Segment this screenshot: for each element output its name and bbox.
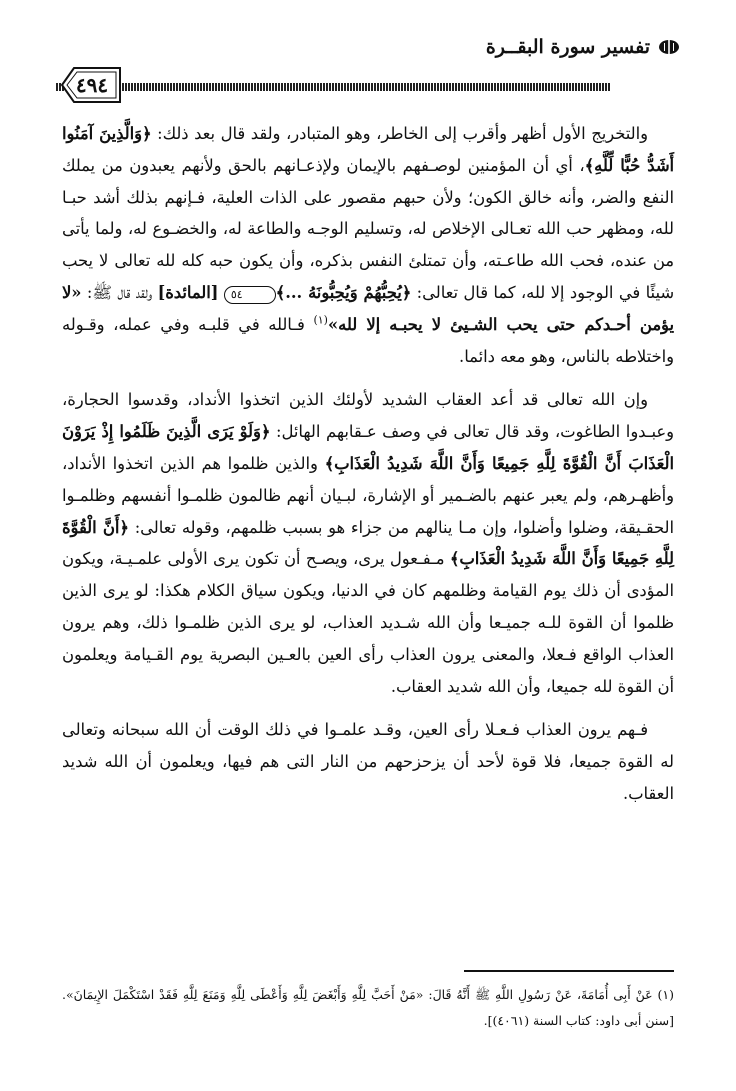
footnote: (١) عَنْ أَبِى أُمَامَةَ، عَنْ رَسُولِ اللَّهِ ﷺ أَنَّهُ قَالَ: «مَنْ أَحَبَّ لِلَّهِ وَأَبْغَضَ لِلَّهِ وَأَعْطَى لِلَّهِ وَمَنَعَ لِلَّهِ فَقَدْ اسْتَكْمَلَ الإِيمَانَ». [سنن أبى داود: كتاب السنة (٤٠٦١)]. [62, 987, 674, 1028]
text-run: فـالله في قلبـه وفي عمله، وقـوله واختلاطه بالناس، وهو معه دائما. [62, 314, 674, 366]
hadith-quote: «لا يؤمن أحـدكم حتى يحب الشـيئ لا يحبـه إلا لله» [62, 282, 674, 334]
text-run: وإن الله تعالى قد أعد العقاب الشديد لأولئك الذين اتخذوا الأنداد، وقدسوا الحجارة، وعبـدوا الطاغوت، وقد قال تعالى في وصف عـقابهم الهائل: [62, 390, 674, 442]
header-title: تفسير سورة البقــرة [485, 36, 650, 58]
text-run: والتخريج الأول أظهر وأقرب إلى الخاطر، وهو المتبادر، ولقد قال بعد ذلك: [151, 124, 648, 143]
text-run: مـفـعول يرى، ويصـح أن تكون يرى الأولى علمـيـة، ويكون المؤدى أن ذلك يوم القيامة وظلمهم كان في الدنيا، ويكون سياق الكلام هكذا: لو يرى الذين ظلموا أن القوة للـه جميـعا وأن الله شـديد العذاب، لو يرى الذين ظلمـوا ذلك، وهم يرون العذاب الواقع فـعلا، والمعنى يرون العذاب رأى العين بالعـين البصرية يوم القـيامة ويعلمون أن القوة لله جميعا، وأن الله شديد العقاب. [62, 549, 674, 696]
header-rule [56, 83, 610, 91]
surah-reference: [المائدة] [157, 282, 219, 302]
text-run: والذين ظلموا هم الذين اتخذوا الأنداد، وأظهـرهم، ولم يعبر عنهم بالضـمير أو الإشارة، لبـيان أنهم ظالمون ظلمـوا أنفسهم وظلمـوا الحقـيقة، وضلوا وأضلوا، وإن مـا ينالهم من جزاء هو بسبب ظلمهم، وقوله تعالى: [62, 453, 674, 537]
page-header [56, 30, 680, 100]
quran-verse: ﴿وَالَّذِينَ آمَنُوا أَشَدُّ حُبًّا لِّلَّهِ﴾ [62, 124, 674, 175]
quran-verse: ﴿أَنَّ الْقُوَّةَ لِلَّهِ جَمِيعًا وَأَنَّ اللَّهَ شَدِيدُ الْعَذَابِ﴾ [62, 517, 674, 569]
body-text [62, 118, 674, 810]
running-header [486, 36, 680, 58]
text-run: ولقد قال ﷺ: [81, 282, 158, 302]
quran-verse: ﴿وَلَوْ يَرَى الَّذِينَ ظَلَمُوا إِذْ يَرَوْنَ الْعَذَابَ أَنَّ الْقُوَّةَ لِلَّهِ جَمِيعًا وَأَنَّ اللَّهَ شَدِيدُ الْعَذَابِ﴾ [62, 422, 674, 473]
page-number: ٤٩٤ [75, 73, 109, 97]
paragraph [62, 118, 674, 372]
paragraph [62, 714, 674, 809]
footnote-rule [464, 970, 674, 972]
verse-number-marker: ٥٤ [224, 286, 276, 304]
footnote-marker: (١) [313, 313, 328, 327]
paragraph [62, 384, 674, 702]
text-run: فـهم يرون العذاب فـعـلا رأى العين، وقـد علمـوا في ذلك الوقت أن الله سبحانه وتعالى له القوة جميعا، فلا قوة لأحد أن يزحزحهم من النار التى هم فيها، ويعلمون أن الله شديد العقاب. [62, 720, 674, 803]
quran-verse: ﴿يُحِبُّهُمْ وَيُحِبُّونَهُ ...﴾ [275, 282, 412, 302]
page-number-badge [58, 64, 126, 106]
text-run [218, 283, 223, 302]
ornament-icon [658, 39, 680, 55]
text-run: ، أي أن المؤمنين لوصـفهم بالإيمان ولإذعـانهم بالحق ولأنهم يعبدون من يملك النفع والضر، وأنه خالق الكون؛ ولأن حبهم مقصور على الذات العلية، فـإنهم بذلك أشد حبـا لله، ومظهر حب الله تعـالى الإخلاص له، وتسليم الوجـه والطاعة له، والخضـوع له، ولما يأتى من عنده، فحب الله طاعـته، وأن تمتلئ النفس بذكره، وأن يكون حبه كله لله تعالى لا يحب شيئًا في الوجود إلا لله، كما قال تعالى: [62, 155, 675, 302]
